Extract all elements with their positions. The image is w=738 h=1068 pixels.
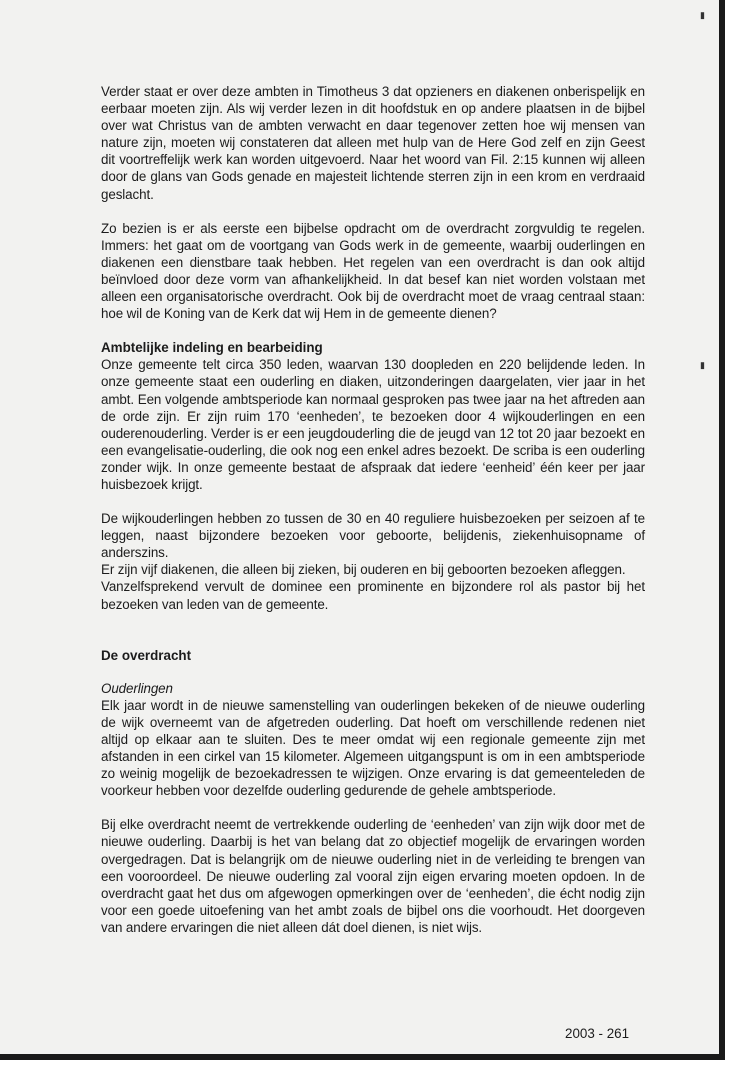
paragraph-overdracht-eenheden: Bij elke overdracht neemt de vertrekkende ouderling de ‘eenheden’ van zijn wijk door met de nieuwe ouderling. Daarbij is het van belang dat zo objectief mogelijk de ervaringen worden overgedragen. Dat is belangrijk om de nieuwe ouderling niet in de verleiding te brengen van een vooroordeel. De nieuwe ouderling zal vooral zijn eigen ervaring moeten opdoen. In de overdracht gaat het dus om afgewogen opmerkingen over de ‘eenheden’, die écht nodig zijn voor een goede uitoefening van het ambt zoals de bijbel ons die voorhoudt. Het doorgeven van andere ervaringen die niet alleen dát doel dienen, is niet wijs. <box>101 817 645 935</box>
page-number: 2003 - 261 <box>565 1026 630 1041</box>
subheading-ouderlingen: Ouderlingen <box>101 680 173 696</box>
corner-mark: ▮ <box>700 10 705 20</box>
side-mark: ▮ <box>700 360 705 370</box>
page-content <box>101 83 645 936</box>
paragraph-timotheus: Verder staat er over deze ambten in Timotheus 3 dat opzieners en diakenen onberispelijk en eerbaar moeten zijn. Als wij verder lezen in dit hoofdstuk en op andere plaatsen in de bijbel over wat Christus van de ambten verwacht en daar tegenover zetten hoe wij mensen van nature zijn, moeten wij constateren dat alleen met hulp van de Here God zelf en zijn Geest dit voortreffelijk werk kan worden uitgevoerd. Naar het woord van Fil. 2:15 kunnen wij alleen door de glans van Gods genade en majesteit lichtende sterren zijn in een krom en verdraaid geslacht. <box>101 84 645 202</box>
paragraph-gemeente-leden: Onze gemeente telt circa 350 leden, waarvan 130 doopleden en 220 belijdende leden. In onze gemeente staat een ouderling en diaken, uitzonderingen daargelaten, vier jaar in het ambt. Een volgende ambtsperiode kan normaal gesproken pas twee jaar na het aftreden aan de orde zijn. Er zijn ruim 170 ‘eenheden’, te bezoeken door 4 wijkouderlingen en een ouderenouderling. Verder is er een jeugdouderling die de jeugd van 12 tot 20 jaar bezoekt en een evangelisatie-ouderling, die ook nog een enkel adres bezoekt. De scriba is een ouderling zonder wijk. In onze gemeente bestaat de afspraak dat iedere ‘eenheid’ één keer per jaar huisbezoek krijgt. <box>101 357 645 492</box>
paragraph-diakenen: Er zijn vijf diakenen, die alleen bij zieken, bij ouderen en bij geboorten bezoeken afleggen. <box>101 562 626 578</box>
paragraph-wijkouderlingen: De wijkouderlingen hebben zo tussen de 30 en 40 reguliere huisbezoeken per seizoen af te leggen, naast bijzondere bezoeken voor geboorte, belijdenis, ziekenhuisopname of anderszins. <box>101 511 645 561</box>
paragraph-bijbelse-opdracht: Zo bezien is er als eerste een bijbelse opdracht om de overdracht zorgvuldig te regelen. Immers: het gaat om de voortgang van Gods werk in de gemeente, waarbij ouderlingen en diakenen een dienstbare taak hebben. Het regelen van een overdracht is dan ook altijd beïnvloed door deze vorm van afhankelijkheid. In dat besef kan niet worden volstaan met alleen een organisatorische overdracht. Ook bij de overdracht moet de vraag centraal staan: hoe wil de Koning van de Kerk dat wij Hem in de gemeente dienen? <box>101 220 645 322</box>
paragraph-samenstelling: Elk jaar wordt in de nieuwe samenstelling van ouderlingen bekeken of de nieuwe ouderling de wijk overneemt van de afgetreden ouderling. Dat hoeft om verschillende redenen niet altijd op elkaar aan te sluiten. Des te meer omdat wij een regionale gemeente zijn met afstanden in een cirkel van 15 kilometer. Algemeen uitgangspunt is om in een ambtsperiode zo weinig mogelijk de bezoekadressen te wijzigen. Onze ervaring is dat gemeenteleden de voorkeur hebben voor dezelfde ouderling gedurende de gehele ambtsperiode. <box>101 697 645 799</box>
paragraph-dominee: Vanzelfsprekend vervult de dominee een prominente en bijzondere rol als pastor bij het bezoeken van leden van de gemeente. <box>101 579 645 612</box>
heading-ambtelijke-indeling: Ambtelijke indeling en bearbeiding <box>101 340 323 356</box>
heading-de-overdracht: De overdracht <box>101 647 192 663</box>
